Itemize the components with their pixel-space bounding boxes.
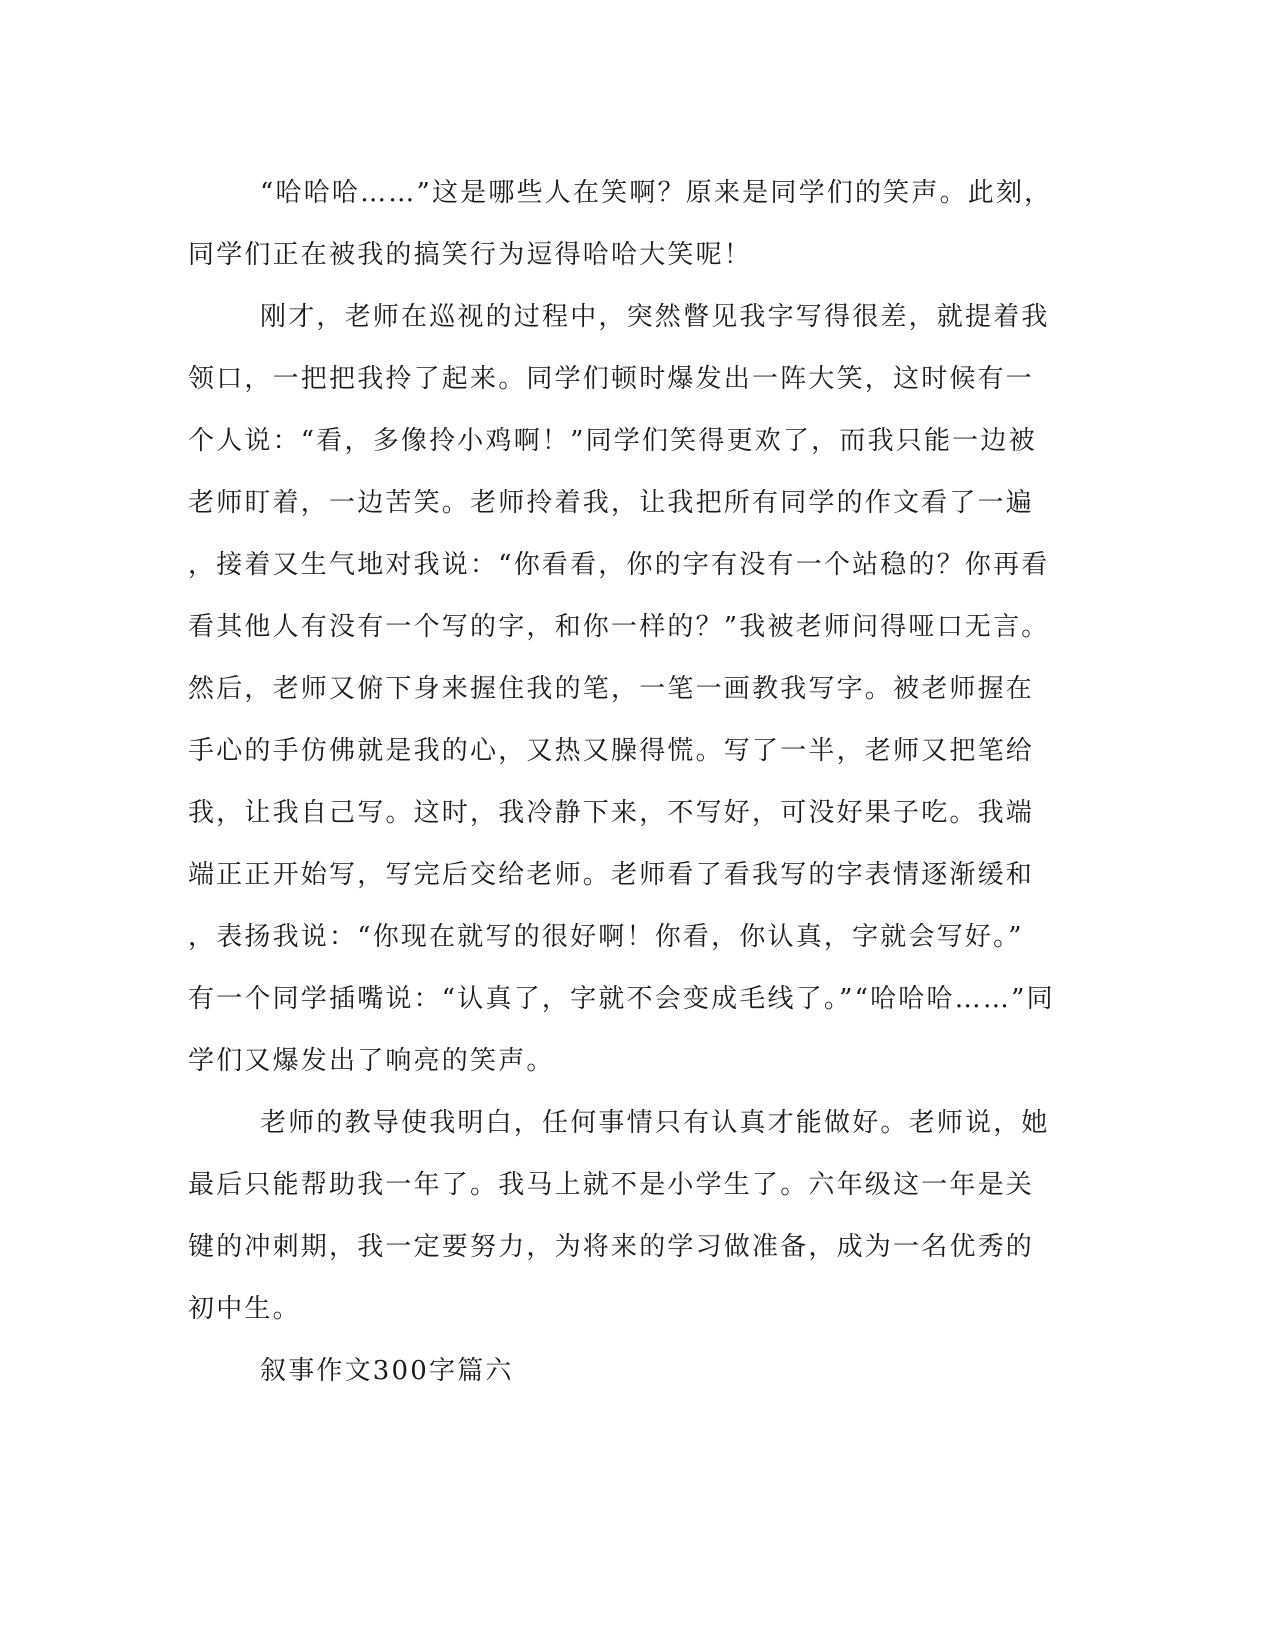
text-line: 然后，老师又俯下身来握住我的笔，一笔一画教我写字。被老师握在 — [188, 674, 1035, 704]
text-line: 看其他人有没有一个写的字，和你一样的？”我被老师问得哑口无言。 — [188, 612, 1050, 642]
text-line: 初中生。 — [188, 1294, 301, 1324]
text-line: 个人说：“看，多像拎小鸡啊！”同学们笑得更欢了，而我只能一边被 — [188, 426, 1037, 456]
text-line: 领口，一把把我拎了起来。同学们顿时爆发出一阵大笑，这时候有一 — [188, 364, 1035, 394]
text-line: 最后只能帮助我一年了。我马上就不是小学生了。六年级这一年是关 — [188, 1170, 1035, 1200]
text-line: ，表扬我说：“你现在就写的很好啊！你看，你认真，字就会写好。” — [188, 922, 1024, 952]
text-line: “哈哈哈……”这是哪些人在笑啊？原来是同学们的笑声。此刻， — [260, 178, 1053, 208]
text-line: 老师盯着，一边苦笑。老师拎着我，让我把所有同学的作文看了一遍 — [188, 488, 1035, 518]
text-line: 手心的手仿佛就是我的心，又热又臊得慌。写了一半，老师又把笔给 — [188, 736, 1035, 766]
text-line: 我，让我自己写。这时，我冷静下来，不写好，可没好果子吃。我端 — [188, 798, 1035, 828]
text-line: ，接着又生气地对我说：“你看看，你的字有没有一个站稳的？你再看 — [188, 550, 1050, 580]
text-line: 同学们正在被我的搞笑行为逗得哈哈大笑呢！ — [188, 240, 753, 270]
text-line: 键的冲刺期，我一定要努力，为将来的学习做准备，成为一名优秀的 — [188, 1232, 1035, 1262]
text-line: 有一个同学插嘴说：“认真了，字就不会变成毛线了。”“哈哈哈……”同 — [188, 984, 1055, 1014]
section-heading: 叙事作文300字篇六 — [260, 1356, 514, 1386]
text-line: 学们又爆发出了响亮的笑声。 — [188, 1046, 555, 1076]
essay-body — [188, 162, 1068, 1402]
text-line: 端正正开始写，写完后交给老师。老师看了看我写的字表情逐渐缓和 — [188, 860, 1035, 890]
text-line: 老师的教导使我明白，任何事情只有认真才能做好。老师说，她 — [260, 1108, 1050, 1138]
text-line: 刚才，老师在巡视的过程中，突然瞥见我字写得很差，就提着我 — [260, 302, 1050, 332]
